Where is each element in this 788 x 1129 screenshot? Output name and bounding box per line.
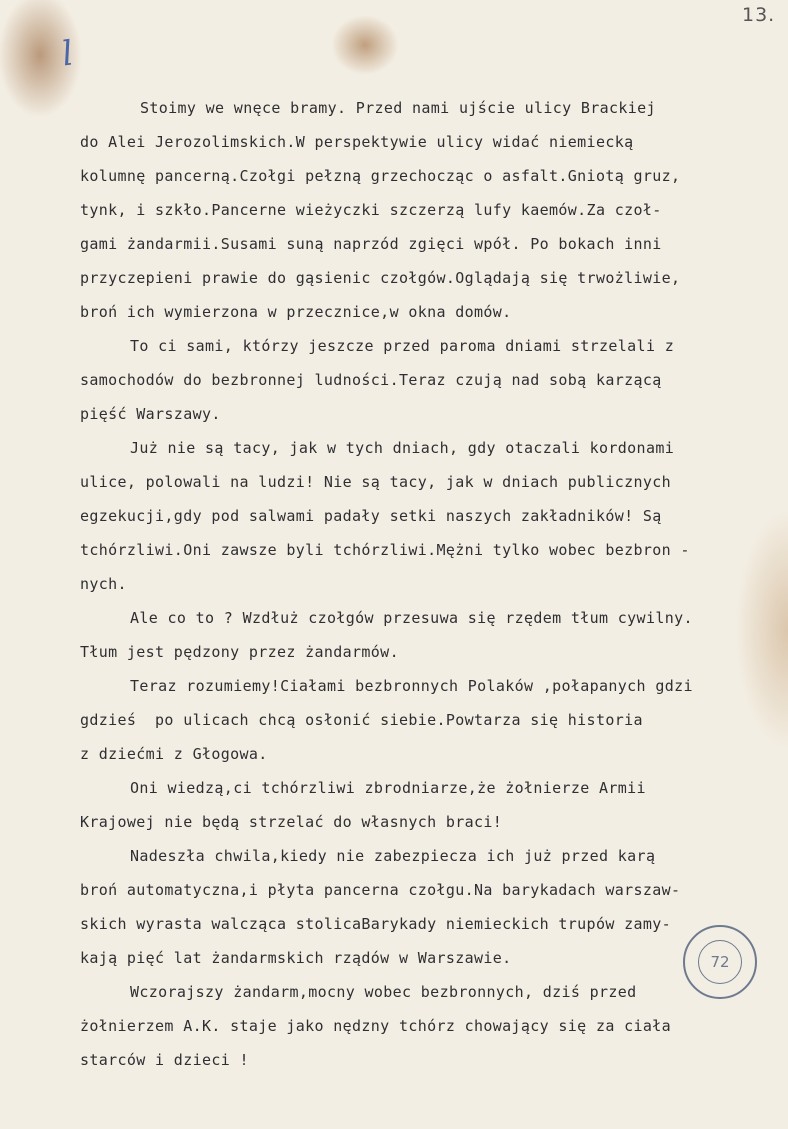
text-line: gdzieś po ulicach chcą osłonić siebie.Powtarza się historia [80,711,643,729]
text-line: ulice, polowali na ludzi! Nie są tacy, jak w dniach publicznych [80,473,671,491]
archive-stamp [683,925,757,999]
text-line: samochodów do bezbronnej ludności.Teraz czują nad sobą karzącą [80,371,662,389]
text-line: z dziećmi z Głogowa. [80,745,268,763]
text-line: kolumnę pancerną.Czołgi pełzną grzechocząc o asfalt.Gniotą gruz, [80,167,681,185]
text-line: skich wyrasta walcząca stolicaBarykady niemieckich trupów zamy- [80,915,671,933]
handwritten-margin-mark: l [59,33,76,75]
text-line: broń automatyczna,i płyta pancerna czołgu.Na barykadach warszaw- [80,881,681,899]
text-line: Już nie są tacy, jak w tych dniach, gdy otaczali kordonami [130,439,675,457]
text-line: starców i dzieci ! [80,1051,249,1069]
text-line: gami żandarmii.Susami suną naprzód zgięci wpół. Po bokach inni [80,235,662,253]
text-line: tchórzliwi.Oni zawsze byli tchórzliwi.Mężni tylko wobec bezbron - [80,541,690,559]
text-line: przyczepieni prawie do gąsienic czołgów.Oglądają się trwożliwie, [80,269,681,287]
text-line: To ci sami, którzy jeszcze przed paroma dniami strzelali z [130,337,675,355]
text-line: do Alei Jerozolimskich.W perspektywie ulicy widać niemiecką [80,133,634,151]
text-line: Ale co to ? Wzdłuż czołgów przesuwa się rzędem tłum cywilny. [130,609,693,627]
text-line: żołnierzem A.K. staje jako nędzny tchórz chowający się za ciała [80,1017,671,1035]
text-line: Tłum jest pędzony przez żandarmów. [80,643,399,661]
text-line: tynk, i szkło.Pancerne wieżyczki szczerzą lufy kaemów.Za czoł- [80,201,662,219]
text-line: nych. [80,575,127,593]
text-line: kają pięć lat żandarmskich rządów w Warszawie. [80,949,512,967]
text-line: Wczorajszy żandarm,mocny wobec bezbronnych, dziś przed [130,983,637,1001]
text-line: pięść Warszawy. [80,405,221,423]
text-line: broń ich wymierzona w przecznice,w okna domów. [80,303,512,321]
text-line: Nadeszła chwila,kiedy nie zabezpiecza ich już przed karą [130,847,656,865]
page-number: 13. [742,4,776,26]
archive-stamp-number: 72 [698,940,742,984]
text-line: egzekucji,gdy pod salwami padały setki naszych zakładników! Są [80,507,662,525]
text-line: Oni wiedzą,ci tchórzliwi zbrodniarze,że żołnierze Armii [130,779,646,797]
text-line: Teraz rozumiemy!Ciałami bezbronnych Polaków ,połapanych gdzi [130,677,693,695]
text-line: Stoimy we wnęce bramy. Przed nami ujście ulicy Brackiej [140,99,656,117]
text-line: Krajowej nie będą strzelać do własnych braci! [80,813,503,831]
